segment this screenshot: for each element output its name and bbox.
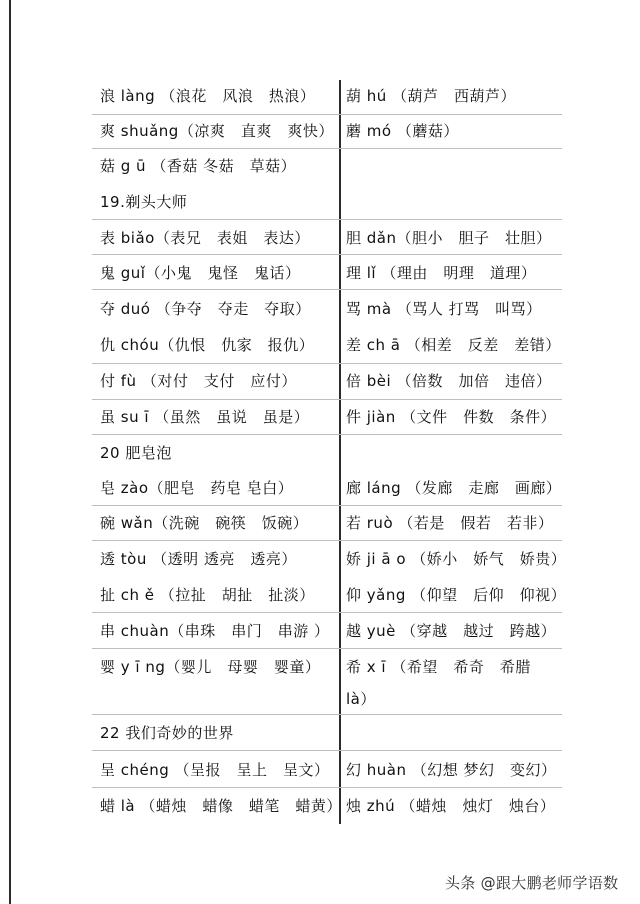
vocab-entry-right: 骂 mà （骂人 打骂 叫骂） [346, 300, 542, 318]
vocab-entry-right: 件 jiàn （文件 件数 条件） [346, 408, 557, 426]
row-separator [92, 399, 562, 400]
vocab-entry-left: 呈 chéng （呈报 呈上 呈文） [100, 761, 330, 779]
row-separator [92, 648, 562, 649]
vocab-entry-left: 爽 shuǎng（凉爽 直爽 爽快） [100, 122, 334, 140]
vocab-entry-left: 扯 ch ě （拉扯 胡扯 扯淡） [100, 586, 315, 604]
row-separator [92, 254, 562, 255]
source-watermark: 头条 @跟大鹏老师学语数 [445, 874, 619, 892]
row-separator [92, 505, 562, 506]
row-separator [92, 540, 562, 541]
row-separator [92, 114, 562, 115]
vocab-entry-right: 烛 zhú （蜡烛 烛灯 烛台） [346, 797, 556, 815]
vocab-entry-right: 理 lǐ （理由 明理 道理） [346, 264, 537, 282]
vocab-entry-right: 葫 hú （葫芦 西葫芦） [346, 87, 517, 105]
vocab-entry-left: 付 fù （对付 支付 应付） [100, 372, 297, 390]
vocab-entry-left: 菇 g ū （香菇 冬菇 草菇） [100, 157, 297, 175]
vocab-entry-right: 仰 yǎng （仰望 后仰 仰视） [346, 586, 567, 604]
section-title-20: 20 肥皂泡 [100, 444, 172, 462]
vocab-entry-right: 若 ruò （若是 假若 若非） [346, 514, 554, 532]
vocab-entry-right-wrap: là） [346, 690, 376, 708]
column-divider [339, 80, 341, 824]
vocab-entry-left: 碗 wǎn（洗碗 碗筷 饭碗） [100, 514, 309, 532]
row-separator [92, 787, 562, 788]
vocab-entry-right: 廊 láng （发廊 走廊 画廊） [346, 479, 562, 497]
row-separator [92, 148, 562, 149]
section-title-19: 19.剃头大师 [100, 193, 188, 211]
vocab-entry-left: 蜡 là （蜡烛 蜡像 蜡笔 蜡黄） [100, 797, 342, 815]
vocab-entry-left: 透 tòu （透明 透亮 透亮） [100, 550, 297, 568]
vocab-entry-left: 夺 duó （争夺 夺走 夺取） [100, 300, 311, 318]
vocab-entry-right: 幻 huàn （幻想 梦幻 变幻） [346, 761, 557, 779]
vocab-entry-right: 希 x ī （希望 希奇 希腊 [346, 658, 531, 676]
vocab-entry-left: 浪 làng （浪花 风浪 热浪） [100, 87, 316, 105]
row-separator [92, 363, 562, 364]
section-title-22: 22 我们奇妙的世界 [100, 724, 234, 742]
row-separator [92, 219, 562, 220]
vocab-entry-right: 蘑 mó （蘑菇） [346, 122, 459, 140]
row-separator [92, 714, 562, 715]
vocab-entry-right: 胆 dǎn（胆小 胆子 壮胆） [346, 229, 552, 247]
vocab-entry-right: 差 ch ā （相差 反差 差错） [346, 336, 561, 354]
vocab-entry-right: 倍 bèi （倍数 加倍 违倍） [346, 372, 552, 390]
row-separator [92, 612, 562, 613]
vocab-entry-left: 串 chuàn（串珠 串门 串游 ） [100, 622, 330, 640]
row-separator [92, 289, 562, 290]
vocab-entry-left: 皂 zào（肥皂 药皂 皂白） [100, 479, 294, 497]
vocab-entry-left: 表 biǎo（表兄 表姐 表达） [100, 229, 310, 247]
row-separator [92, 434, 562, 435]
vocab-entry-left: 婴 y ī ng（婴儿 母婴 婴童） [100, 658, 321, 676]
page-left-border [9, 0, 11, 904]
vocab-entry-right: 娇 ji ā o （娇小 娇气 娇贵） [346, 550, 567, 568]
vocab-entry-left: 虽 su ī （虽然 虽说 虽是） [100, 408, 310, 426]
row-separator [92, 750, 562, 751]
vocab-entry-left: 仇 chóu（仇恨 仇家 报仇） [100, 336, 315, 354]
vocab-entry-left: 鬼 guǐ（小鬼 鬼怪 鬼话） [100, 264, 301, 282]
vocab-entry-right: 越 yuè （穿越 越过 跨越） [346, 622, 557, 640]
